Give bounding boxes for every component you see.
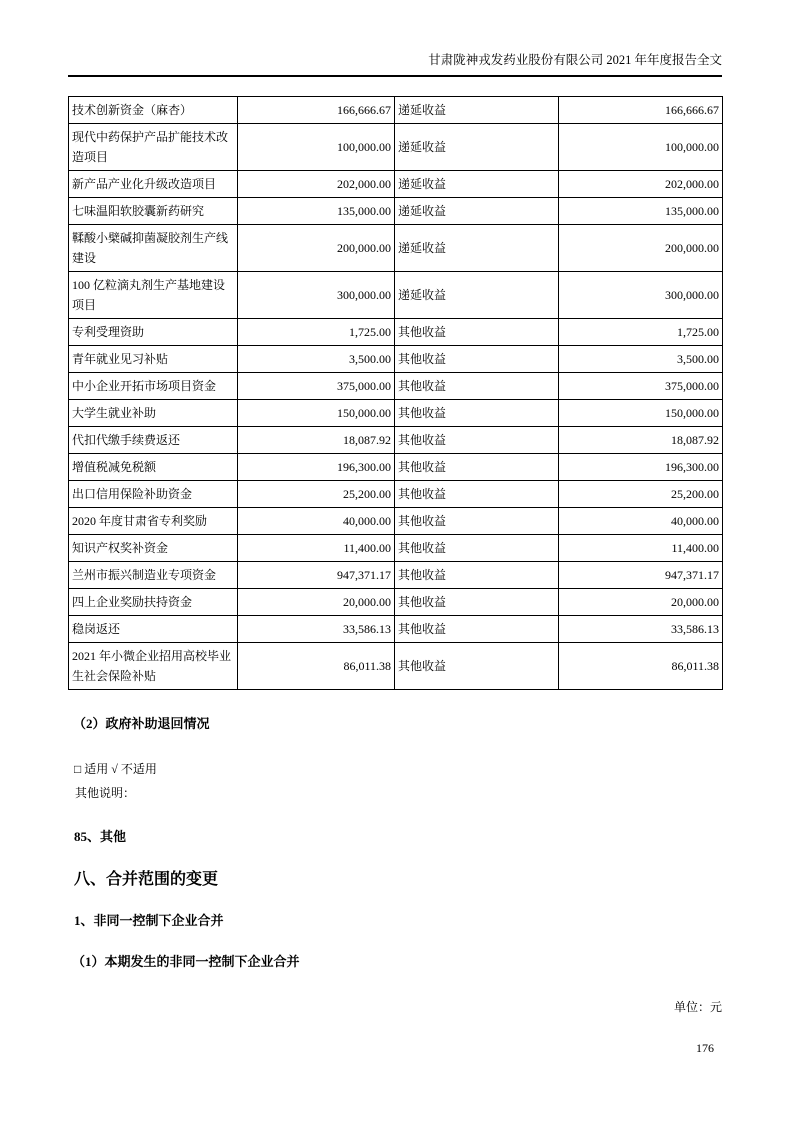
subsidy-category-cell: 其他收益 <box>395 535 559 562</box>
subsidy-current-amount-cell: 18,087.92 <box>559 427 723 454</box>
subsidy-current-amount-cell: 375,000.00 <box>559 373 723 400</box>
subsidy-amount-cell: 150,000.00 <box>238 400 395 427</box>
subsidy-item-cell: 新产品产业化升级改造项目 <box>69 171 238 198</box>
table-row <box>69 225 723 272</box>
table-row <box>69 198 723 225</box>
subsidy-amount-cell: 25,200.00 <box>238 481 395 508</box>
table-row <box>69 400 723 427</box>
other-section-heading: 85、其他 <box>74 829 127 844</box>
subsidy-category-cell: 其他收益 <box>395 616 559 643</box>
subsidy-amount-cell: 300,000.00 <box>238 272 395 319</box>
subsidy-current-amount-cell: 1,725.00 <box>559 319 723 346</box>
subsidy-current-amount-cell: 947,371.17 <box>559 562 723 589</box>
subsidy-item-cell: 鞣酸小檗碱抑菌凝胶剂生产线建设 <box>69 225 238 272</box>
subsidy-amount-cell: 18,087.92 <box>238 427 395 454</box>
subsidy-item-cell: 稳岗返还 <box>69 616 238 643</box>
subsidy-item-cell: 青年就业见习补贴 <box>69 346 238 373</box>
subsidy-amount-cell: 86,011.38 <box>238 643 395 690</box>
subheading-business-combination: 1、非同一控制下企业合并 <box>74 913 224 928</box>
subsidy-current-amount-cell: 40,000.00 <box>559 508 723 535</box>
subsidy-current-amount-cell: 11,400.00 <box>559 535 723 562</box>
table-row <box>69 346 723 373</box>
subsidy-amount-cell: 11,400.00 <box>238 535 395 562</box>
subsidy-amount-cell: 1,725.00 <box>238 319 395 346</box>
subsidy-category-cell: 其他收益 <box>395 508 559 535</box>
refund-section-heading: （2）政府补助退回情况 <box>73 716 210 731</box>
subsidy-current-amount-cell: 150,000.00 <box>559 400 723 427</box>
subsidy-current-amount-cell: 20,000.00 <box>559 589 723 616</box>
applicability-line: □ 适用 √ 不适用 <box>74 762 157 776</box>
subsidy-current-amount-cell: 196,300.00 <box>559 454 723 481</box>
chapter-heading: 八、合并范围的变更 <box>74 871 219 888</box>
table-row <box>69 562 723 589</box>
subsidy-current-amount-cell: 25,200.00 <box>559 481 723 508</box>
subsidy-amount-cell: 3,500.00 <box>238 346 395 373</box>
subsidy-item-cell: 增值税减免税额 <box>69 454 238 481</box>
subsidy-category-cell: 递延收益 <box>395 124 559 171</box>
subsidy-item-cell: 现代中药保护产品扩能技术改造项目 <box>69 124 238 171</box>
subsidy-item-cell: 技术创新资金（麻杏） <box>69 97 238 124</box>
subsidy-category-cell: 递延收益 <box>395 198 559 225</box>
subsidy-current-amount-cell: 166,666.67 <box>559 97 723 124</box>
subsidy-item-cell: 出口信用保险补助资金 <box>69 481 238 508</box>
page-header <box>68 53 722 77</box>
subsidy-item-cell: 中小企业开拓市场项目资金 <box>69 373 238 400</box>
subsidy-amount-cell: 100,000.00 <box>238 124 395 171</box>
subsidy-item-cell: 四上企业奖励扶持资金 <box>69 589 238 616</box>
table-row <box>69 373 723 400</box>
subsidy-category-cell: 递延收益 <box>395 171 559 198</box>
subsidy-category-cell: 其他收益 <box>395 643 559 690</box>
subsidy-current-amount-cell: 100,000.00 <box>559 124 723 171</box>
subsidy-current-amount-cell: 202,000.00 <box>559 171 723 198</box>
subsidy-amount-cell: 947,371.17 <box>238 562 395 589</box>
subsidy-item-cell: 专利受理资助 <box>69 319 238 346</box>
subsidy-amount-cell: 196,300.00 <box>238 454 395 481</box>
report-header-title: 甘肃陇神戎发药业股份有限公司 2021 年年度报告全文 <box>428 53 722 67</box>
table-row <box>69 508 723 535</box>
subsidy-category-cell: 其他收益 <box>395 589 559 616</box>
page-number: 176 <box>696 1041 714 1055</box>
table-row <box>69 272 723 319</box>
subsidy-table-body <box>69 97 723 690</box>
subsidy-category-cell: 递延收益 <box>395 272 559 319</box>
subsidy-item-cell: 2021 年小微企业招用高校毕业生社会保险补贴 <box>69 643 238 690</box>
page-footer <box>68 1041 722 1056</box>
page-content <box>68 96 722 1015</box>
other-note-label: 其他说明： <box>75 786 136 800</box>
table-row <box>69 319 723 346</box>
table-row <box>69 427 723 454</box>
table-row <box>69 616 723 643</box>
government-subsidy-table <box>68 96 723 690</box>
table-row <box>69 481 723 508</box>
subsidy-category-cell: 其他收益 <box>395 319 559 346</box>
table-row <box>69 124 723 171</box>
unit-label: 单位：元 <box>673 1000 722 1014</box>
subsidy-category-cell: 其他收益 <box>395 454 559 481</box>
subsidy-item-cell: 兰州市振兴制造业专项资金 <box>69 562 238 589</box>
table-row <box>69 171 723 198</box>
subsidy-item-cell: 七味温阳软胶囊新药研究 <box>69 198 238 225</box>
table-row <box>69 535 723 562</box>
subsidy-item-cell: 2020 年度甘肃省专利奖励 <box>69 508 238 535</box>
subsidy-category-cell: 其他收益 <box>395 481 559 508</box>
subsidy-category-cell: 其他收益 <box>395 373 559 400</box>
subsidy-category-cell: 递延收益 <box>395 225 559 272</box>
subsidy-amount-cell: 135,000.00 <box>238 198 395 225</box>
subsidy-item-cell: 100 亿粒滴丸剂生产基地建设项目 <box>69 272 238 319</box>
subsidy-current-amount-cell: 135,000.00 <box>559 198 723 225</box>
subsidy-amount-cell: 375,000.00 <box>238 373 395 400</box>
subsidy-current-amount-cell: 3,500.00 <box>559 346 723 373</box>
subsidy-category-cell: 其他收益 <box>395 346 559 373</box>
subsidy-current-amount-cell: 300,000.00 <box>559 272 723 319</box>
table-row <box>69 589 723 616</box>
subsidy-category-cell: 其他收益 <box>395 562 559 589</box>
subsidy-current-amount-cell: 86,011.38 <box>559 643 723 690</box>
subsidy-amount-cell: 166,666.67 <box>238 97 395 124</box>
subsidy-item-cell: 代扣代缴手续费返还 <box>69 427 238 454</box>
subsidy-amount-cell: 40,000.00 <box>238 508 395 535</box>
subsidy-amount-cell: 202,000.00 <box>238 171 395 198</box>
subsidy-category-cell: 其他收益 <box>395 400 559 427</box>
subsidy-category-cell: 递延收益 <box>395 97 559 124</box>
subsidy-item-cell: 知识产权奖补资金 <box>69 535 238 562</box>
subsidy-amount-cell: 200,000.00 <box>238 225 395 272</box>
subsidy-amount-cell: 20,000.00 <box>238 589 395 616</box>
subheading-current-period-combination: （1）本期发生的非同一控制下企业合并 <box>72 954 300 969</box>
table-row <box>69 643 723 690</box>
subsidy-current-amount-cell: 200,000.00 <box>559 225 723 272</box>
subsidy-current-amount-cell: 33,586.13 <box>559 616 723 643</box>
subsidy-amount-cell: 33,586.13 <box>238 616 395 643</box>
table-row <box>69 97 723 124</box>
subsidy-item-cell: 大学生就业补助 <box>69 400 238 427</box>
table-row <box>69 454 723 481</box>
subsidy-category-cell: 其他收益 <box>395 427 559 454</box>
